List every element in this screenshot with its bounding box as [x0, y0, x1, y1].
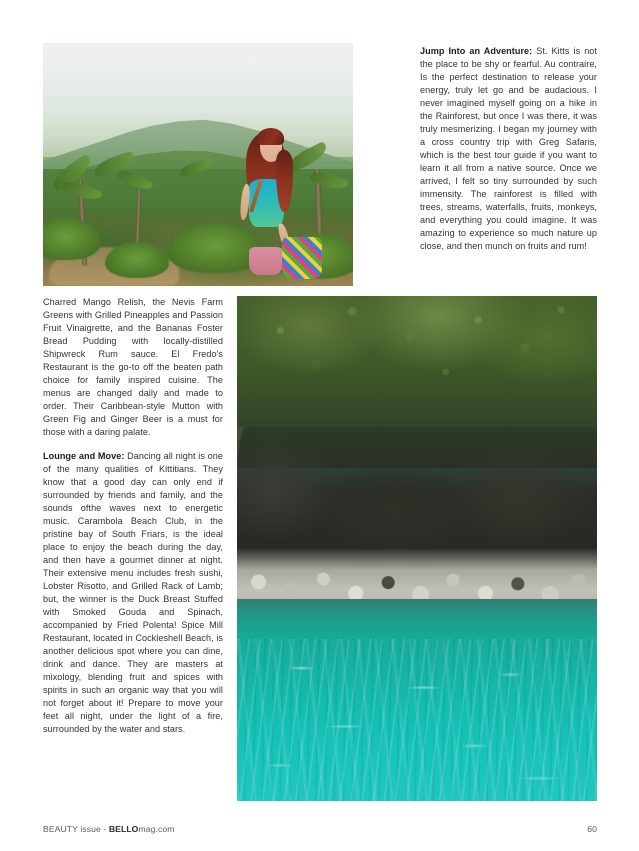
photo-shrub: [105, 242, 169, 278]
photo-person-hair-front: [257, 128, 284, 145]
coast-water-layer: [237, 639, 597, 801]
adventure-paragraph: [420, 45, 597, 253]
footer-domain-suffix: mag.com: [138, 824, 175, 834]
page-number: 60: [587, 824, 597, 834]
coast-water-highlights: [237, 639, 597, 801]
photo-person-hair-strand: [276, 150, 293, 212]
page-footer: [43, 822, 597, 836]
photo-person-bag: [282, 237, 322, 279]
adventure-text-column: [420, 45, 597, 253]
dining-paragraph: Charred Mango Relish, the Nevis Farm Greens with Grilled Pineapples and Passion Fruit Vinaigrette, and the Bananas Foster Bread Pudding with locally-distilled Shipwreck Rum sauce. El Fredo's Restaurant is the go-to off the beaten path choice for family inspired cuisine. The menus are changed daily and made to order. Their Caribbean-style Mutton with Green Fig and Ginger Beer is a must for those with a daring palate.: [43, 297, 223, 437]
lower-left-text-column: [43, 296, 223, 736]
footer-credit: [43, 824, 175, 834]
lounge-lead-in: Lounge and Move:: [43, 451, 125, 461]
footer-brand-name: BELLO: [108, 824, 139, 834]
coast-photo: [237, 296, 597, 801]
adventure-lead-in: Jump Into an Adventure:: [420, 46, 533, 56]
lounge-paragraph: [43, 450, 223, 736]
footer-issue-label: BEAUTY issue -: [43, 824, 109, 834]
rainforest-photo: [43, 43, 353, 286]
lounge-body: Dancing all night is one of the many qualities of Kittitians. They know that a good day can only end if surrounded by friends and family, and the sounds ofthe waves next to energetic music. Carambola Beach Club, in the pristine bay of South Friars, is the ideal place to enjoy the beach during the day, and then have a gourmet dinner at night. Their extensive menu includes fresh sushi, Lobster Risotto, and Grilled Rack of Lamb; but, the winner is the Duck Breast Stuffed with Smoked Gouda and Spinach, accompanied by Fried Polenta! Spice Mill Restaurant, located in Cockleshell Beach, is another delicious spot where you can dine, drink and dance. They are masters at mixology, blending fruit and spices with spirits in such an organic way that you will not forget about it! Prepare to move your feet all night, under the light of a fire, surrounded by the water and stars.: [43, 451, 224, 734]
photo-person-shorts: [249, 247, 283, 275]
adventure-body: St. Kitts is not the place to be shy or fearful. Au contraire, Is the perfect destination to release your energy, truly let go and be audacious. I never imagined myself going on a hike in the Rainforest, but once I was there, it was truly mesmerizing. I began my journey with a cross country trip with Greg Safaris, which is the best tour guide if you want to learn it all from a native source. Once we arrived, I felt so tiny surrounded by such immensity. The rainforest is filled with trees, streams, waterfalls, fruits, monkeys, and everything you could imagine. It was amazing to experience so much nature up close, and then munch on fruits and rum!: [420, 46, 597, 251]
